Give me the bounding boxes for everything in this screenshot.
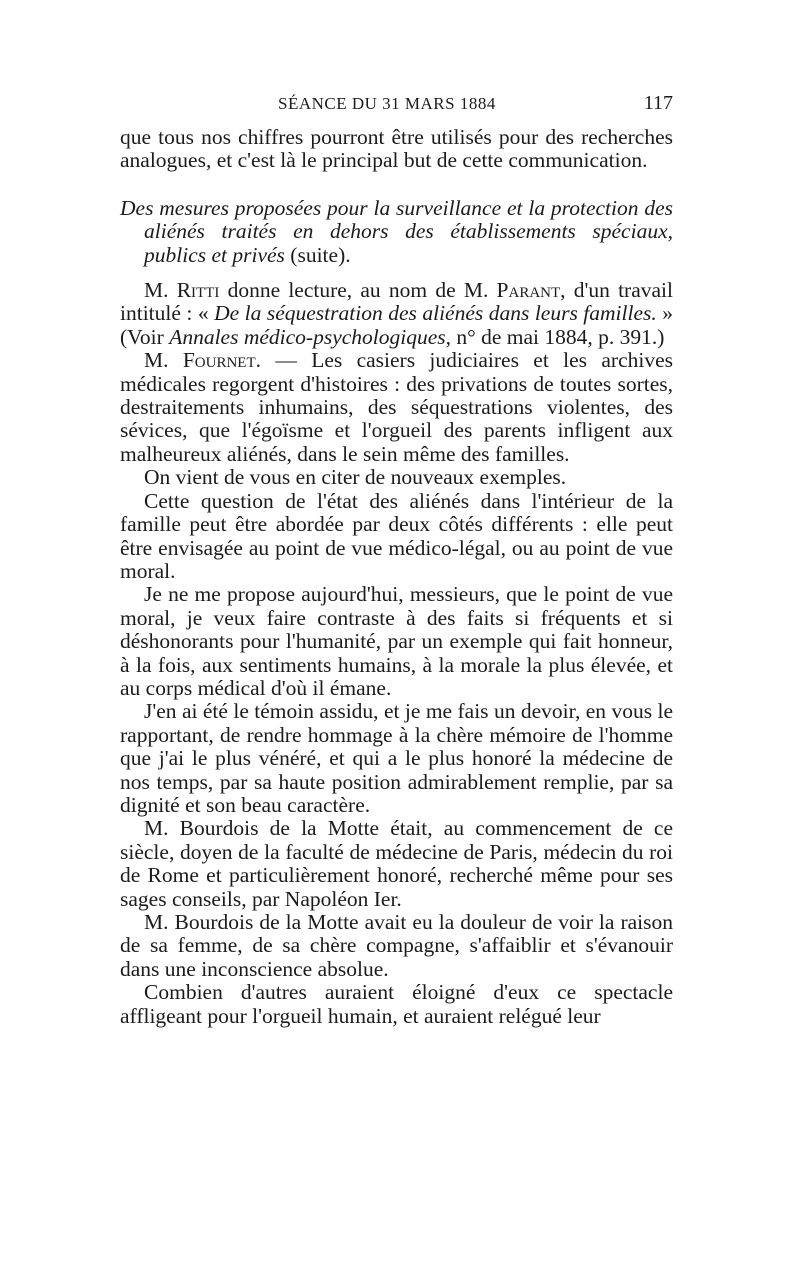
speaker-name: Ritti <box>176 278 220 303</box>
body-text <box>120 126 673 1028</box>
text-run: donne lecture, au nom de M. <box>219 278 497 303</box>
work-title: De la séquestration des aliénés dans leurs familles. <box>214 301 657 326</box>
paragraph: Je ne me propose aujourd'hui, messieurs, que le point de vue moral, je veux faire contraste à des faits si fréquents et si déshonorants pour l'humanité, par un exemple qui fait honneur, à la fois, aux sentiments humains, à la morale la plus élevée, et au corps médical d'où il émane. <box>120 582 673 700</box>
text-run: » (Voir <box>120 301 673 349</box>
running-head-title: SÉANCE DU 31 MARS 1884 <box>278 94 496 113</box>
journal-title: Annales médico-psychologiques <box>169 324 446 349</box>
text-run: , d'un travail intitulé : « <box>120 278 673 326</box>
author-name: Parant <box>496 278 561 303</box>
paragraph: M. Bourdois de la Motte avait eu la douleur de voir la raison de sa femme, de sa chère compagne, s'affaiblir et s'évanouir dans une inconscience absolue. <box>120 910 673 981</box>
text-run: , n° de mai 1884, p. 391.) <box>445 324 665 349</box>
text-run: M. <box>144 348 183 373</box>
paragraph-ritti <box>120 279 673 349</box>
text-run: . — Les casiers judiciaires et les archives médicales regorgent d'histoires : des privations de toutes sortes, destraitements inhumains, des séquestrations violentes, des sévices, que l'égoïsme et l'orgueil des parents infligent aux malheureux aliénés, dans le sein même des familles. <box>120 348 673 466</box>
paragraph-fournet <box>120 349 673 466</box>
section-heading-italic: Des mesures proposées pour la surveillance et la protection des aliénés traités en dehors des établissements spéciaux, publics et privés <box>120 195 673 267</box>
paragraph: M. Bourdois de la Motte était, au commencement de ce siècle, doyen de la faculté de médecine de Paris, médecin du roi de Rome et particulièrement honoré, recherché même pour ses sages conseils, par Napoléon Ier. <box>120 816 673 911</box>
paragraph: Cette question de l'état des aliénés dans l'intérieur de la famille peut être abordée par deux côtés différents : elle peut être envisagée au point de vue médico-légal, ou au point de vue moral. <box>120 488 673 583</box>
section-heading-suffix: (suite). <box>284 242 351 267</box>
page-number: 117 <box>643 92 673 114</box>
paragraph-continuation: que tous nos chiffres pourront être utilisés pour des recherches analogues, et c'est là le principal but de cette communication. <box>120 125 673 173</box>
speaker-name: Fournet <box>182 348 256 373</box>
section-gap <box>120 173 673 197</box>
paragraph: J'en ai été le témoin assidu, et je me fais un devoir, en vous le rapportant, de rendre hommage à la chère mémoire de l'homme que j'ai le plus vénéré, et qui a le plus honoré la médecine de nos temps, par sa haute position admirablement remplie, par sa dignité et son beau caractère. <box>120 699 673 817</box>
paragraph: On vient de vous en citer de nouveaux exemples. <box>144 465 567 490</box>
book-page <box>120 92 673 1028</box>
text-run: M. <box>144 278 177 303</box>
running-head <box>120 92 673 126</box>
paragraph: Combien d'autres auraient éloigné d'eux ce spectacle affligeant pour l'orgueil humain, et auraient relégué leur <box>120 980 673 1028</box>
section-heading <box>120 197 673 267</box>
